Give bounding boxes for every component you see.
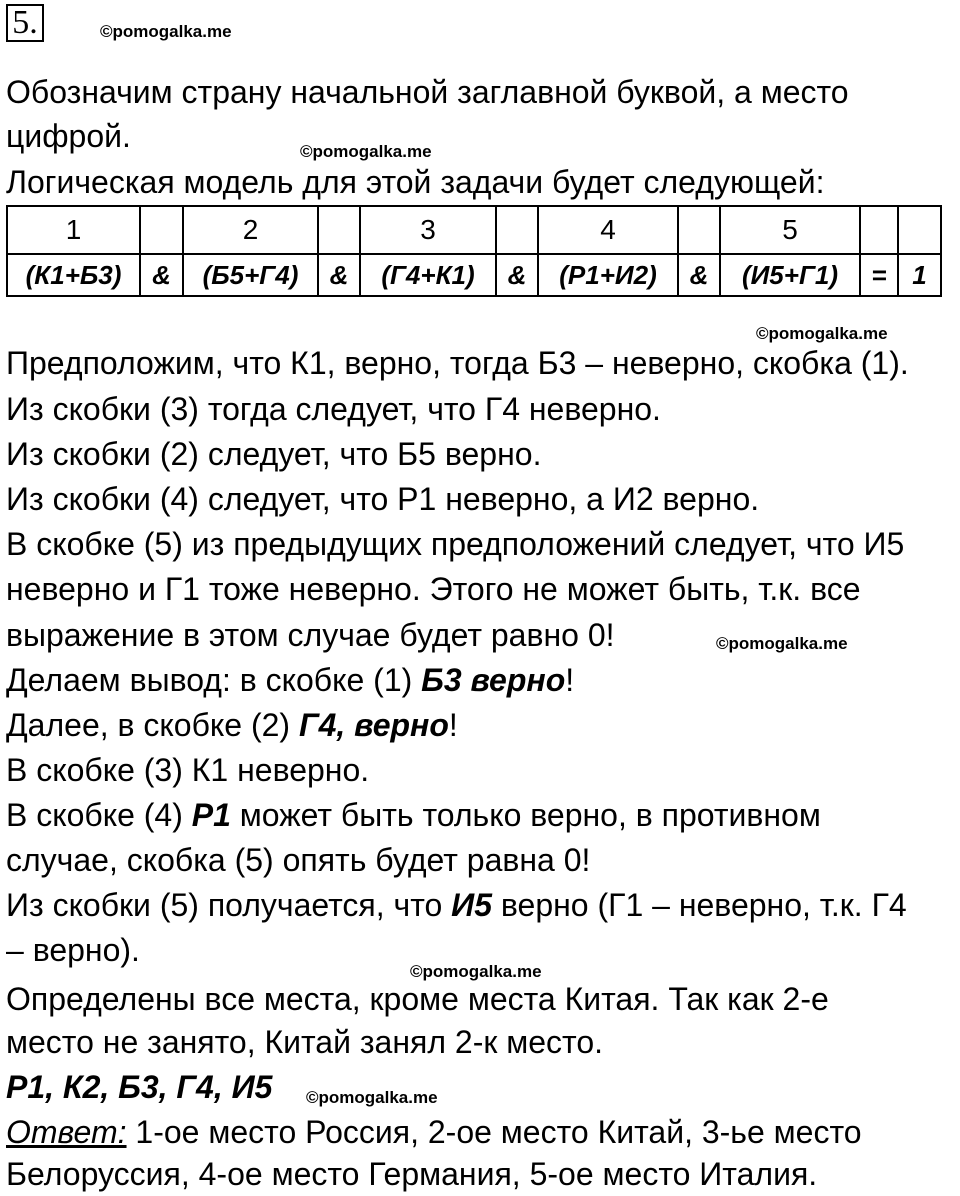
result-summary: Р1, К2, Б3, Г4, И5: [6, 1069, 273, 1105]
body-line: В скобке (5) из предыдущих предположений следует, что И5: [6, 526, 905, 562]
answer-line: Белоруссия, 4-ое место Германия, 5-ое место Италия.: [6, 1156, 818, 1192]
operator-cell: &: [678, 254, 720, 296]
expression-cell: (Б5+Г4): [183, 254, 318, 296]
answer-line: [6, 1114, 862, 1150]
body-line: [6, 887, 907, 923]
text-run: Далее, в скобке (2): [6, 707, 299, 743]
text-run: верно (Г1 – неверно, т.к. Г4: [491, 887, 907, 923]
body-line: [6, 662, 574, 698]
emphasis-text: И5: [451, 887, 492, 923]
result-cell: 1: [898, 254, 941, 296]
emphasis-text: Б3 верно: [421, 662, 566, 698]
text-run: 1-ое место Россия, 2-ое место Китай, 3-ье место: [126, 1114, 862, 1150]
text-run: может быть только верно, в противном: [230, 797, 821, 833]
expression-cell: (И5+Г1): [720, 254, 860, 296]
watermark: ©pomogalka.me: [756, 324, 888, 343]
watermark: ©pomogalka.me: [300, 142, 432, 161]
body-line: случае, скобка (5) опять будет равна 0!: [6, 842, 591, 878]
header-cell: [318, 206, 360, 254]
text-run: Из скобки (5) получается, что: [6, 887, 452, 923]
header-cell: 2: [183, 206, 318, 254]
header-cell: [140, 206, 183, 254]
header-cell: [860, 206, 898, 254]
body-line: Из скобки (3) тогда следует, что Г4 неверно.: [6, 391, 661, 427]
header-cell: [678, 206, 720, 254]
emphasis-text: Р1: [191, 797, 231, 833]
body-line: Предположим, что К1, верно, тогда Б3 – неверно, скобка (1).: [6, 345, 909, 381]
operator-cell: &: [140, 254, 183, 296]
watermark: ©pomogalka.me: [100, 22, 232, 41]
body-line: неверно и Г1 тоже неверно. Этого не может быть, т.к. все: [6, 571, 861, 607]
intro-line-1: Обозначим страну начальной заглавной буквой, а место: [6, 74, 849, 110]
logic-model-table: [6, 205, 942, 297]
body-line: Определены все места, кроме места Китая. Так как 2-е: [6, 981, 829, 1017]
body-line: [6, 797, 821, 833]
header-cell: 1: [7, 206, 140, 254]
header-cell: 4: [538, 206, 678, 254]
header-cell: [898, 206, 941, 254]
text-run: Делаем вывод: в скобке (1): [6, 662, 422, 698]
intro-line-3: Логическая модель для этой задачи будет следующей:: [6, 164, 825, 200]
header-cell: 5: [720, 206, 860, 254]
header-cell: [496, 206, 538, 254]
expression-cell: (Г4+К1): [360, 254, 496, 296]
operator-cell: =: [860, 254, 898, 296]
text-run: !: [448, 707, 458, 743]
text-run: !: [565, 662, 575, 698]
watermark: ©pomogalka.me: [306, 1088, 438, 1107]
emphasis-text: Г4, верно: [298, 707, 449, 743]
body-line: выражение в этом случае будет равно 0!: [6, 617, 615, 653]
body-line: Из скобки (2) следует, что Б5 верно.: [6, 436, 542, 472]
watermark: ©pomogalka.me: [716, 634, 848, 653]
table-expression-row: [7, 254, 941, 296]
expression-cell: (К1+Б3): [7, 254, 140, 296]
body-line: Из скобки (4) следует, что Р1 неверно, а И2 верно.: [6, 481, 760, 517]
body-line: – верно).: [6, 932, 140, 968]
operator-cell: &: [496, 254, 538, 296]
expression-cell: (Р1+И2): [538, 254, 678, 296]
text-run: В скобке (4): [6, 797, 192, 833]
task-number: 5.: [6, 4, 44, 42]
answer-label: Ответ:: [6, 1114, 127, 1150]
operator-cell: &: [318, 254, 360, 296]
intro-line-2: цифрой.: [6, 118, 131, 154]
body-line: В скобке (3) К1 неверно.: [6, 752, 370, 788]
body-line: место не занято, Китай занял 2-к место.: [6, 1024, 604, 1060]
body-line: [6, 707, 458, 743]
watermark: ©pomogalka.me: [410, 962, 542, 981]
table-header-row: [7, 206, 941, 254]
header-cell: 3: [360, 206, 496, 254]
